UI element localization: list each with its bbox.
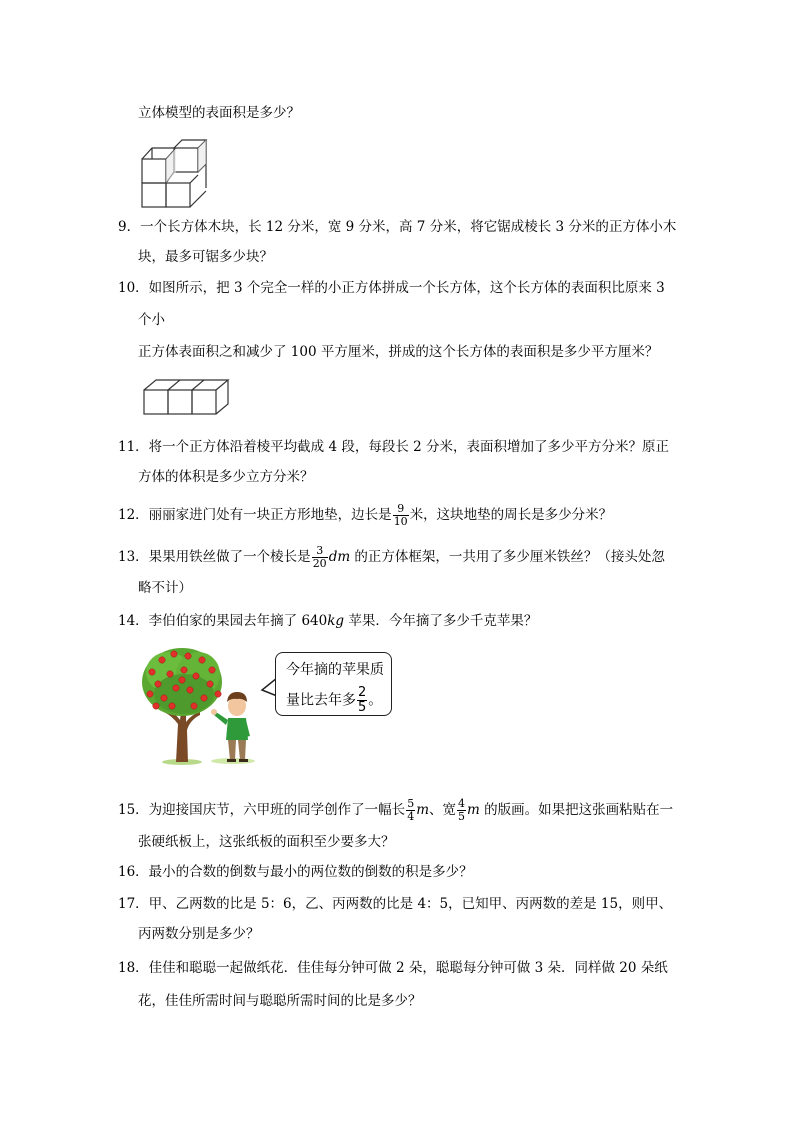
q12-denominator: 10 [393, 515, 408, 528]
q12-text-post: 米，这块地垫的周长是多少分米？ [409, 507, 613, 523]
q14-text-pre: 14．李伯伯家的果园去年摘了 640 [118, 613, 328, 629]
q17-line2: 丙两数分别是多少？ [138, 926, 260, 942]
three-cubes-figure [142, 378, 234, 416]
q15-text-mid: 、宽 [429, 802, 456, 818]
q13-line2: 略不计） [138, 580, 192, 596]
bubble-denominator: 5 [358, 700, 367, 715]
q18-line1: 18．佳佳和聪聪一起做纸花．佳佳每分钟可做 2 朵，聪聪每分钟可做 3 朵．同样做 20 朵纸 [118, 960, 668, 976]
q15-denominator2: 5 [458, 810, 465, 823]
q12-numerator: 9 [397, 502, 405, 515]
q15-unit1: m [416, 802, 429, 818]
bubble-text-post: 。 [368, 692, 383, 709]
q15-fraction2 [457, 798, 466, 823]
q10-line3: 正方体表面积之和减少了 100 平方厘米，拼成的这个长方体的表面积是多少平方厘米？ [138, 344, 659, 360]
q14-line [118, 611, 537, 631]
q11-line1: 11．将一个正方体沿着棱平均截成 4 段，每段长 2 分米，表面积增加了多少平方分米？原正 [118, 439, 670, 455]
q11-line2: 方体的体积是多少立方分米？ [138, 469, 314, 485]
q18-line2: 花，佳佳所需时间与聪聪所需时间的比是多少？ [138, 993, 422, 1009]
q15-text-post: 的版画。如果把这张画粘贴在一 [479, 802, 674, 818]
q12-text-pre: 12．丽丽家进门处有一块正方形地垫，边长是 [118, 507, 392, 523]
bubble-fraction [357, 686, 367, 715]
bubble-line2 [286, 686, 382, 715]
q12-line [118, 503, 612, 528]
q14-unit: kg [327, 613, 345, 629]
q13-unit: dm [328, 549, 351, 565]
q14-text-post: 苹果．今年摘了多少千克苹果？ [344, 613, 538, 629]
q15-unit2: m [467, 802, 480, 818]
bubble-numerator: 2 [358, 685, 367, 700]
cube-stack-figure [140, 132, 210, 210]
q10-line1: 10．如图所示，把 3 个完全一样的小正方体拼成一个长方体，这个长方体的表面积比原来 3 [118, 280, 665, 296]
apple-tree-illustration [138, 642, 268, 768]
q13-numerator: 3 [316, 544, 324, 557]
speech-bubble [275, 652, 392, 716]
q13-text-post: 的正方体框架，一共用了多少厘米铁丝？（接头处忽 [350, 549, 665, 565]
q15-line1 [118, 798, 673, 823]
q16-line1: 16．最小的合数的倒数与最小的两位数的倒数的积是多少？ [118, 864, 473, 880]
q15-numerator1: 5 [407, 797, 415, 810]
bubble-text-pre: 量比去年多 [286, 692, 356, 709]
q15-numerator2: 4 [458, 797, 465, 810]
q13-fraction [312, 545, 328, 570]
q15-line2: 张硬纸板上，这张纸板的面积至少要多大？ [138, 834, 395, 850]
q10-line2: 个小 [138, 312, 165, 328]
q17-line1: 17．甲、乙两数的比是 5：6，乙、丙两数的比是 4：5，已知甲、丙两数的差是 15，则甲、 [118, 896, 673, 912]
bubble-line1: 今年摘的苹果质 [286, 662, 384, 678]
q9-line1: 9．一个长方体木块，长 12 分米，宽 9 分米，高 7 分米，将它锯成棱长 3 分米的正方体小木 [118, 219, 677, 235]
q12-fraction [393, 503, 409, 528]
q15-denominator1: 4 [407, 810, 415, 823]
q8-text: 立体模型的表面积是多少？ [138, 105, 300, 121]
q9-line2: 块，最多可锯多少块？ [138, 249, 273, 265]
q13-denominator: 20 [312, 557, 327, 570]
q15-text-pre: 15．为迎接国庆节，六甲班的同学创作了一幅长 [118, 802, 406, 818]
q13-text-pre: 13．果果用铁丝做了一个棱长是 [118, 549, 311, 565]
q15-fraction1 [406, 798, 415, 823]
q13-line1 [118, 545, 665, 570]
